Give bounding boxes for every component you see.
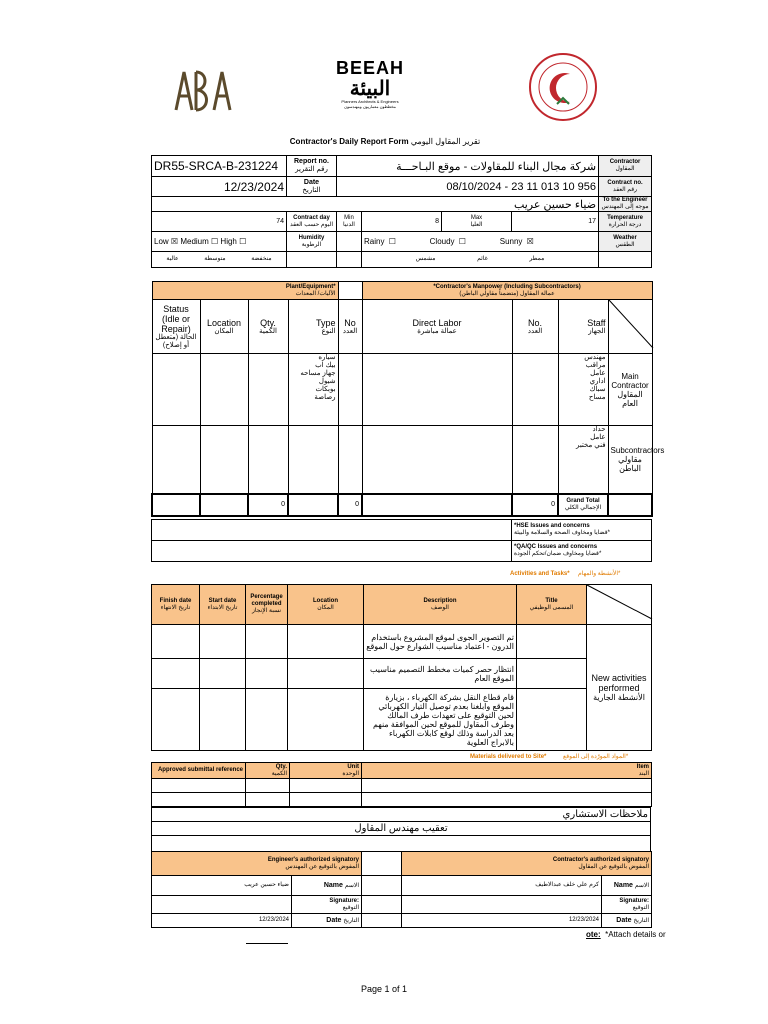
activities-header: Activities and Tasks* الأنشطة والمهام* <box>510 571 621 577</box>
equipment-item: بيك اب <box>315 362 336 369</box>
staff-item: اداري <box>589 378 606 385</box>
total-no: 0 <box>338 494 362 516</box>
contractor-date: 12/23/2024 <box>402 914 602 928</box>
min-temp-value: 8 <box>362 212 442 232</box>
max-temp-value: 17 <box>512 212 599 232</box>
contractor-engineer-notes: تعقيب مهندس المقاول <box>152 822 651 836</box>
issues-table: *HSE Issues and concerns قضايا ومخاوف الصحة والسلامة والبيئة* *QA/QC Issues and concerns قضايا ومخاوف ضمان/تحكم الجودة* <box>151 519 652 562</box>
weather-options: Rainy ☐ Cloudy ☐ Sunny ☒ <box>362 232 599 252</box>
activity-item: قام قطاع النقل بشركة الكهرباء ، بزيارة الموقع وابلغنا بعدم توصيل التيار الكهربائي لحين التوقيع على تعهدات طرف المالك وطرف المقاول للموقع لحين الموافقة منهم بعد الدراسة وذلك لوقع كابلات الكهرباء بالابراج العلوية <box>364 689 517 751</box>
engineer-name: ضياء حسين عريب <box>152 876 292 896</box>
total-plant: 0 <box>248 494 288 516</box>
equipment-item: رصاصة <box>314 394 336 401</box>
activities-table: Finish date تاريخ الانتهاء Start date تاريخ الابتداء Percentage completed نسبة الإنجاز Location المكان Description الوصف Title المسمى الوظيفي تم التصوير الجوى لموقع المشروع باستخدام الدرون - اعتماد مناسيب الشوارع حول الموقع New activities performed الأنشطة الجارية انتظار حصر كميات مخطط التصميم مناسيب الموقع العام قام قطاع النقل بشركة الكهرباء ، بزيارة الموقع وابلغنا بعدم توصيل التيار الكهربائي لحين التوقيع على تعهدات طرف المالك وطرف المقاول للموقع لحين الموافقة منهم بعد الدراسة وذلك لوقع كابلات الكهرباء بالابراج العلوية <box>151 584 652 751</box>
weather-ar-labels: ممطر غائم مشمس <box>362 252 599 268</box>
staff-item: مهندس <box>584 354 606 361</box>
report-no-value: DR55-SRCA-B-231224 <box>152 156 287 177</box>
footnote: ote: *Attach details or <box>586 930 666 939</box>
equipment-item: سياره <box>318 354 336 361</box>
materials-table: Approved submittal reference Qty. الكمية Unit الوحدة Item البند <box>151 762 652 807</box>
report-header-table: DR55-SRCA-B-231224 Report no. رقم التقرير شركة مجال البناء للمقاولات - موقع البـاحـــة Contractor المقاول 12/23/2024 Date التاريخ 08/10/2024 - 23 11 013 10 956 Contract no. رقم العقد ضياء حسين عريب To the Engineer موجه إلى المهندس 74 Contract day اليوم حسب العقد Min الدنيا 8 Max العليا 17 Temperature درجة الحرارة Low ☒ Medium ☐ High ☐ Humidity الرطوبة Rainy ☐ Cloudy ☐ Sunny ☒ Weather الطقس منخفضة متوسطة عالية ممطر غائم مشمس <box>151 155 652 268</box>
beeah-logo: BEEAH البيئة Planners Architects & Engineers مخططون معماريون ومهندسون <box>335 58 404 109</box>
signatures-table: Engineer's authorized signatory المفوض بالتوقيع عن المهندس Contractor's authorized signatory المفوض بالتوقيع عن المقاول ضياء حسين عريب Name الاسم كرم علي خلف عبدالاطيف Name الاسم Signature: التوقيع Signature: التوقيع 12/23/2024 Date التاريخ 12/23/2024 Date التاريخ <box>151 851 652 928</box>
aba-logo <box>172 68 236 112</box>
activity-item: تم التصوير الجوى لموقع المشروع باستخدام الدرون - اعتماد مناسيب الشوارع حول الموقع <box>364 625 517 659</box>
red-crescent-logo <box>528 52 598 122</box>
consultant-notes: ملاحظات الاستشاري <box>152 808 651 822</box>
engineer-date: 12/23/2024 <box>152 914 292 928</box>
humidity-ar-labels: منخفضة متوسطة عالية <box>152 252 287 268</box>
equipment-item: بوبكات <box>315 386 336 393</box>
materials-header: Materials delivered to Site* المواد المورّدة إلى الموقع* <box>470 754 629 760</box>
total-no2: 0 <box>512 494 558 516</box>
staff-item: حداد <box>592 426 606 433</box>
staff-item: مراقب <box>585 362 606 369</box>
form-title: Contractor's Daily Report Form تقرير المقاول اليومي <box>289 137 481 146</box>
staff-item: عامل <box>590 370 606 377</box>
page-number: Page 1 of 1 <box>360 984 408 994</box>
engineer-value: ضياء حسين عريب <box>152 197 599 212</box>
staff-item: مساح <box>588 394 606 401</box>
date-value: 12/23/2024 <box>152 177 287 197</box>
humidity-options: Low ☒ Medium ☐ High ☐ <box>152 232 287 252</box>
activity-item: انتظار حصر كميات مخطط التصميم مناسيب الموقع العام <box>364 659 517 689</box>
staff-item: عامل <box>590 434 606 441</box>
contractor-value: شركة مجال البناء للمقاولات - موقع البـاحـــة <box>337 156 599 177</box>
contract-day-value: 74 <box>152 212 287 232</box>
resources-table: Plant/Equipment* الآليات/ المعدات *Contractor's Manpower (Including Subcontractors) عمالة المقاول (متضمناً مقاولي الباطن) Status (Idle or Repair) الحالة (متعطل أو إصلاح) Location المكان Qty. الكمية Type النوع No العدد Direct Labor عمالة مباشرة No. العدد Staff الجهاز سياره بيك اب جهاز مساحه شيول بوبكات رصاصة مهندس مراقب عامل اداري سباك مساح Main Contractor المقاول العام حداد عامل فني مختبر Subcontractors مقاولي الباطن 0 0 0 Grand Total الإجمالي الكلي <box>151 281 653 517</box>
new-activities-label: New activities performed الأنشطة الجارية <box>587 625 652 751</box>
contract-no-value: 08/10/2024 - 23 11 013 10 956 <box>337 177 599 197</box>
equipment-item: جهاز مساحه <box>300 370 336 377</box>
equipment-item: شيول <box>318 378 336 385</box>
staff-item: سباك <box>589 386 606 393</box>
footnote-rule <box>246 943 288 944</box>
contractor-name: كرم علي خلف عبدالاطيف <box>402 876 602 896</box>
staff-item: فني مختبر <box>575 442 606 449</box>
